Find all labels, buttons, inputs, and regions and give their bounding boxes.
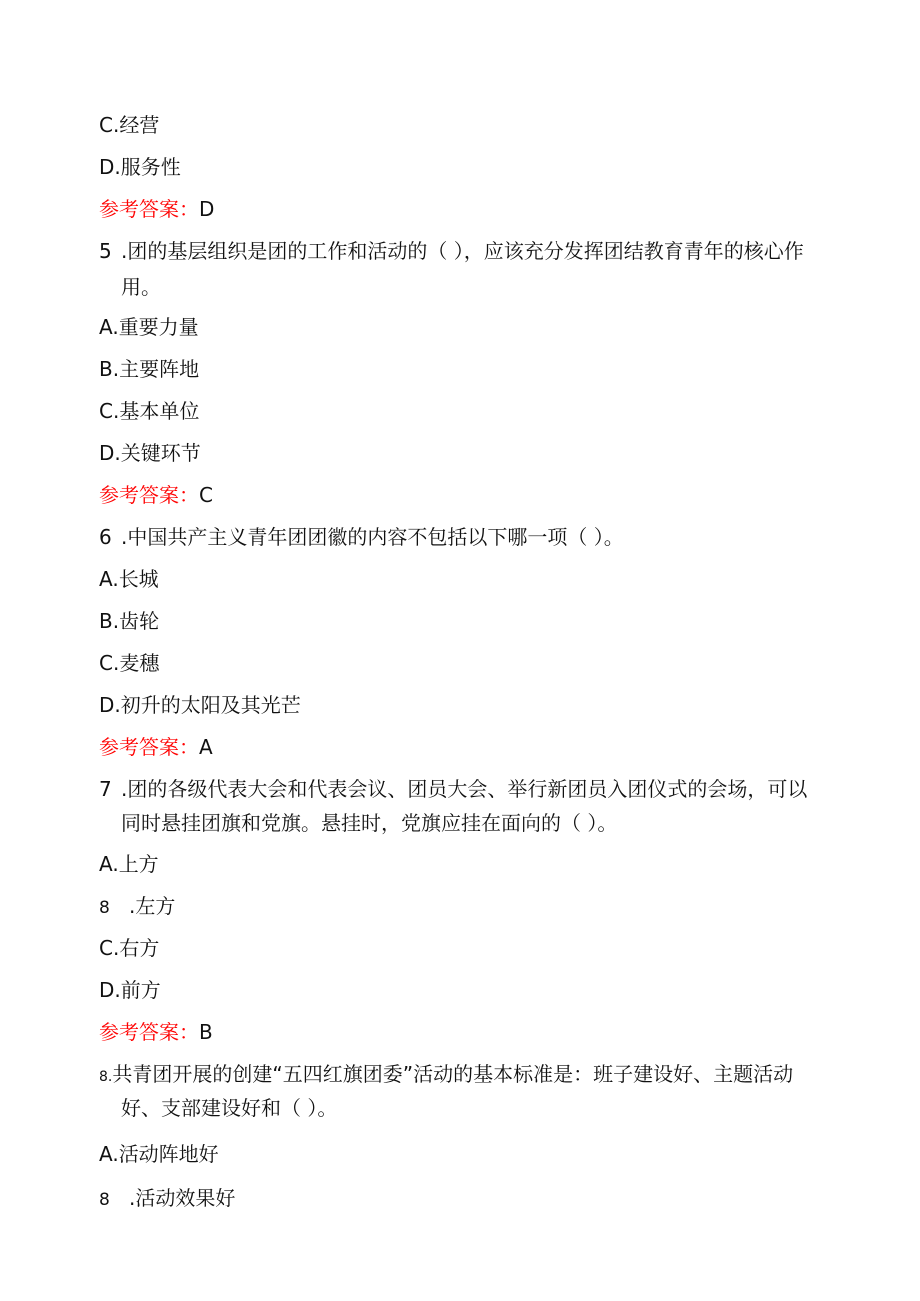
q8-option-a-text: A.活动阵地好 xyxy=(99,1142,219,1166)
q8-option-b-text: .活动效果好 xyxy=(129,1186,236,1210)
q6-stem-text: .中国共产主义青年团团徽的内容不包括以下哪一项（ ）。 xyxy=(121,525,624,549)
q6-option-d xyxy=(99,693,301,717)
q8-option-b-number: 8 xyxy=(99,1190,110,1210)
q4-option-c-text: C.经营 xyxy=(99,113,160,137)
q6-option-a xyxy=(99,567,159,591)
q6-option-c xyxy=(99,651,159,675)
q5-option-c-text: C.基本单位 xyxy=(99,399,200,423)
q7-stem-line1 xyxy=(99,777,807,801)
q7-answer-label: 参考答案： xyxy=(99,1020,199,1044)
q6-answer-label: 参考答案： xyxy=(99,735,199,759)
q7-option-b-number: 8 xyxy=(99,898,110,918)
q7-answer-value: B xyxy=(199,1020,213,1044)
q5-stem-line1 xyxy=(99,239,804,263)
q5-option-a-text: A.重要力量 xyxy=(99,315,199,339)
q5-option-c xyxy=(99,399,199,423)
q7-number: 7 xyxy=(99,777,112,801)
q7-stem-text2: 同时悬挂团旗和党旗。悬挂时，党旗应挂在面向的（ ）。 xyxy=(121,811,618,835)
q6-option-b xyxy=(99,609,159,633)
q8-stem-text2: 好、支部建设好和（ ）。 xyxy=(121,1096,338,1120)
q6-answer-value: A xyxy=(199,735,213,759)
q6-option-d-text: D.初升的太阳及其光芒 xyxy=(99,693,301,717)
q5-number: 5 xyxy=(99,239,112,263)
q8-stem-line1 xyxy=(99,1062,793,1089)
q5-stem-text2: 用。 xyxy=(121,275,161,299)
q8-option-b xyxy=(99,1186,235,1212)
q7-option-d-text: D.前方 xyxy=(99,978,161,1002)
q8-stem-text1: 共青团开展的创建“五四红旗团委”活动的基本标准是：班子建设好、主题活动 xyxy=(112,1062,794,1086)
q7-option-a-text: A.上方 xyxy=(99,852,159,876)
q4-option-c xyxy=(99,113,159,137)
q5-option-a xyxy=(99,315,199,339)
q5-stem-line2 xyxy=(99,275,161,299)
q7-option-c xyxy=(99,936,159,960)
q5-option-d-text: D.关键环节 xyxy=(99,441,201,465)
q4-answer-value: D xyxy=(199,197,215,221)
q5-option-d xyxy=(99,441,201,465)
q7-option-d xyxy=(99,978,161,1002)
q5-answer-label: 参考答案： xyxy=(99,483,199,507)
q5-option-b-text: B.主要阵地 xyxy=(99,357,200,381)
q4-option-d-text: D.服务性 xyxy=(99,155,181,179)
q7-answer xyxy=(99,1020,213,1044)
q4-answer-label: 参考答案： xyxy=(99,197,199,221)
q6-option-c-text: C.麦穗 xyxy=(99,651,160,675)
q4-option-d xyxy=(99,155,181,179)
q7-option-b-text: .左方 xyxy=(129,894,176,918)
q7-stem-line2 xyxy=(99,811,617,835)
q4-answer xyxy=(99,197,214,221)
q6-option-a-text: A.长城 xyxy=(99,567,159,591)
q7-option-c-text: C.右方 xyxy=(99,936,160,960)
q6-number: 6 xyxy=(99,525,112,549)
q6-option-b-text: B.齿轮 xyxy=(99,609,160,633)
q8-stem-line2 xyxy=(99,1096,337,1120)
q7-option-a xyxy=(99,852,159,876)
q5-answer xyxy=(99,483,213,507)
q6-answer xyxy=(99,735,213,759)
q5-answer-value: C xyxy=(199,483,213,507)
q5-stem-text1: .团的基层组织是团的工作和活动的（ ），应该充分发挥团结教育青年的核心作 xyxy=(121,239,804,263)
q7-stem-text1: .团的各级代表大会和代表会议、团员大会、举行新团员入团仪式的会场，可以 xyxy=(121,777,808,801)
q7-option-b xyxy=(99,894,175,920)
q8-option-a xyxy=(99,1142,219,1166)
q8-number: 8. xyxy=(99,1069,113,1085)
q6-stem xyxy=(99,525,624,549)
q5-option-b xyxy=(99,357,199,381)
